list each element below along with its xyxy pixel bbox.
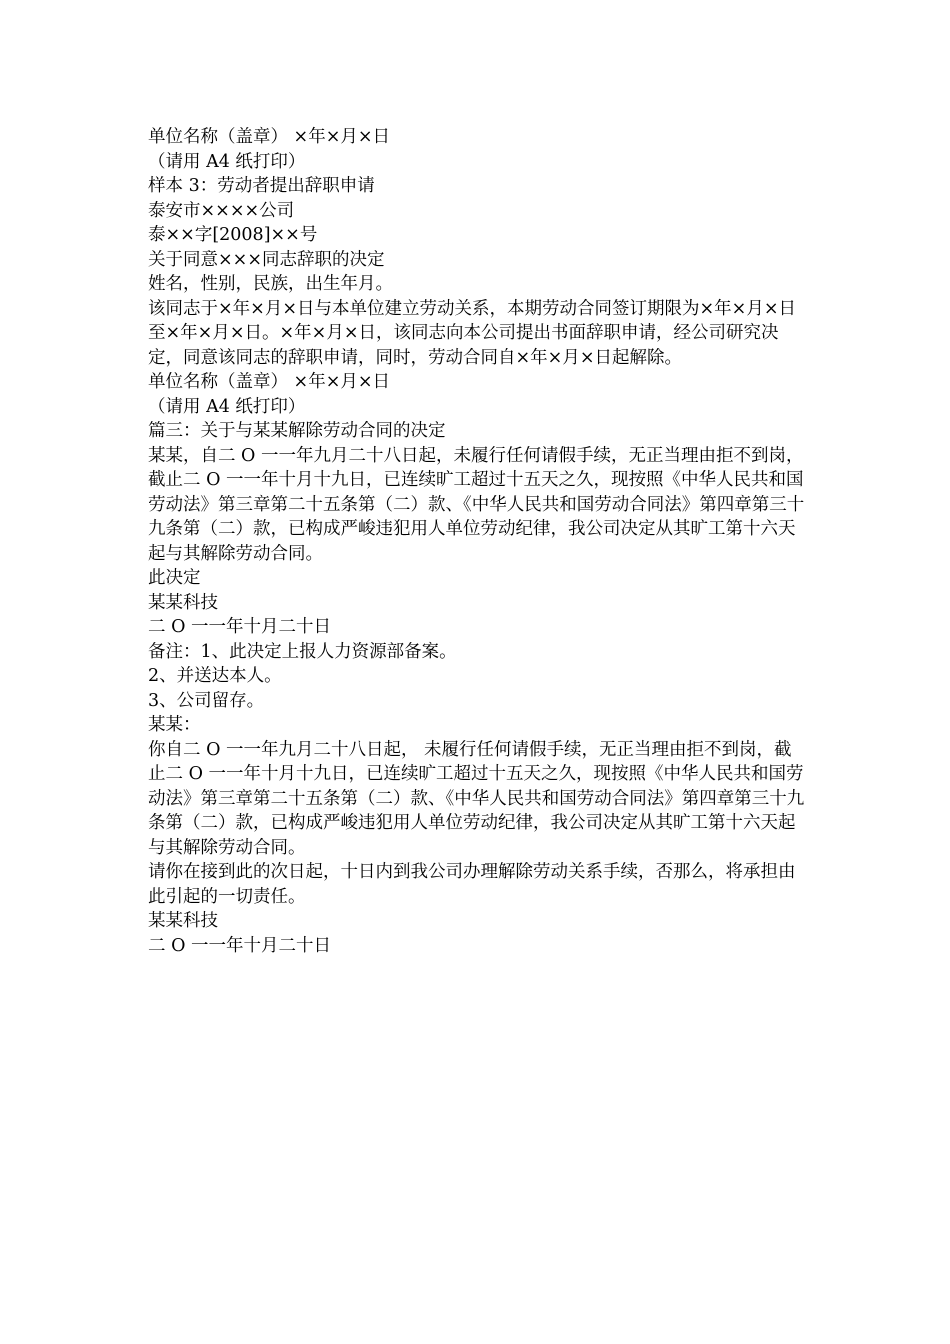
notice-salutation: 某某： — [148, 715, 201, 735]
document-number: 泰××字[2008]××号 — [148, 225, 318, 245]
signature-date-2: 二 O 一一年十月二十日 — [148, 935, 331, 956]
remark-item-2: 2、并送达本人。 — [148, 666, 282, 686]
remark-item-1: 备注：1、此决定上报人力资源部备案。 — [148, 641, 457, 662]
resignation-decision-title: 关于同意×××同志辞职的决定 — [148, 249, 385, 270]
company-name: 泰安市××××公司 — [148, 200, 295, 221]
section-3-heading: 篇三：关于与某某解除劳动合同的决定 — [148, 421, 446, 441]
sample-3-heading: 样本 3：劳动者提出辞职申请 — [148, 176, 375, 196]
remark-item-3: 3、公司留存。 — [148, 690, 265, 711]
resignation-body-paragraph: 该同志于×年×月×日与本单位建立劳动关系，本期劳动合同签订期限为×年×月×日至×年×月×日。×年×月×日，该同志向本公司提出书面辞职申请，经公司研究决定，同意该同志的辞职申请，同时，劳动合同自×年×月×日起解除。 — [148, 298, 796, 368]
signature-company-1: 某某科技 — [148, 592, 218, 613]
document-page — [148, 125, 808, 958]
decision-label: 此决定 — [148, 568, 201, 588]
personal-info-line: 姓名，性别，民族，出生年月。 — [148, 274, 393, 294]
print-note-1: （请用 A4 纸打印） — [148, 151, 306, 172]
termination-body-paragraph: 某某，自二 O 一一年九月二十八日起，未履行任何请假手续，无正当理由拒不到岗，截止二 O 一一年十月十九日，已连续旷工超过十五天之久，现按照《中华人民共和国劳动法》第三章第二十五条第（二）款、《中华人民共和国劳动合同法》第四章第三十九条第（二）款，已构成严峻违犯用人单位劳动纪律，我公司决定从其旷工第十六天起与其解除劳动合同。 — [148, 445, 805, 564]
notice-body-paragraph: 你自二 O 一一年九月二十八日起， 未履行任何请假手续，无正当理由拒不到岗，截止二 O 一一年十月十九日，已连续旷工超过十五天之久，现按照《中华人民共和国劳动法》第三章第二十五条第（二）款、《中华人民共和国劳动合同法》第四章第三十九条第（二）款，已构成严峻违犯用人单位劳动纪律，我公司决定从其旷工第十六天起与其解除劳动合同。 — [148, 739, 805, 858]
signature-date-1: 二 O 一一年十月二十日 — [148, 617, 331, 637]
unit-seal-date-line-1: 单位名称（盖章） ×年×月×日 — [148, 127, 391, 147]
notice-instruction-paragraph: 请你在接到此的次日起，十日内到我公司办理解除劳动关系手续，否那么，将承担由此引起的一切责任。 — [148, 862, 796, 907]
signature-company-2: 某某科技 — [148, 911, 218, 931]
unit-seal-date-line-2: 单位名称（盖章） ×年×月×日 — [148, 372, 391, 392]
print-note-2: （请用 A4 纸打印） — [148, 396, 306, 417]
